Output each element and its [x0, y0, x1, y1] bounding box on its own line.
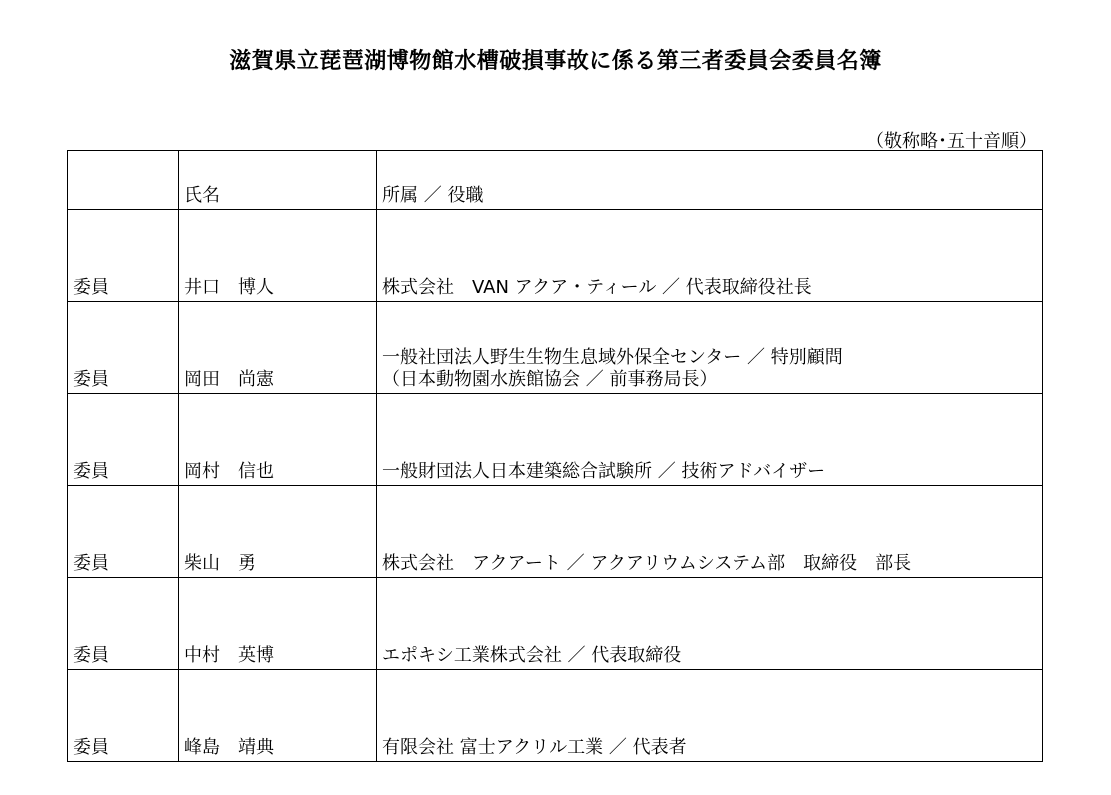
member-affiliation	[377, 578, 1043, 670]
member-name: 岡田 尚憲	[179, 302, 377, 394]
affiliation-line: （日本動物園水族館協会 ／ 前事務局長）	[382, 369, 718, 390]
affiliation-line: 株式会社 VAN アクア・ティール ／ 代表取締役社長	[382, 277, 812, 298]
table-row	[68, 578, 1043, 670]
member-name: 峰島 靖典	[179, 670, 377, 762]
member-role: 委員	[68, 670, 179, 762]
member-name: 井口 博人	[179, 210, 377, 302]
table-row	[68, 394, 1043, 486]
member-affiliation	[377, 394, 1043, 486]
member-name: 岡村 信也	[179, 394, 377, 486]
affiliation-line: エポキシ工業株式会社 ／ 代表取締役	[382, 645, 682, 666]
member-role: 委員	[68, 486, 179, 578]
affiliation-line: 有限会社 富士アクリル工業 ／ 代表者	[382, 737, 687, 758]
member-name: 中村 英博	[179, 578, 377, 670]
member-affiliation	[377, 302, 1043, 394]
affiliation-line: 一般社団法人野生生物生息域外保全センター ／ 特別顧問	[382, 347, 843, 368]
member-role: 委員	[68, 302, 179, 394]
table-row	[68, 302, 1043, 394]
member-affiliation	[377, 670, 1043, 762]
member-role: 委員	[68, 210, 179, 302]
committee-member-table	[67, 150, 1043, 762]
member-affiliation	[377, 210, 1043, 302]
table-row	[68, 486, 1043, 578]
affiliation-line: 一般財団法人日本建築総合試験所 ／ 技術アドバイザー	[382, 461, 826, 482]
member-affiliation	[377, 486, 1043, 578]
affiliation-line: 株式会社 アクアート ／ アクアリウムシステム部 取締役 部長	[382, 553, 912, 574]
table-header-row	[68, 151, 1043, 210]
document-title: 滋賀県立琵琶湖博物館水槽破損事故に係る第三者委員会委員名簿	[229, 49, 882, 74]
ordering-note: （敬称略･五十音順）	[866, 131, 1037, 152]
header-cell-affiliation: 所属 ／ 役職	[377, 151, 1043, 210]
table-row	[68, 670, 1043, 762]
table-row	[68, 210, 1043, 302]
member-name: 柴山 勇	[179, 486, 377, 578]
member-role: 委員	[68, 394, 179, 486]
member-role: 委員	[68, 578, 179, 670]
header-cell-name: 氏名	[179, 151, 377, 210]
header-cell-role	[68, 151, 179, 210]
